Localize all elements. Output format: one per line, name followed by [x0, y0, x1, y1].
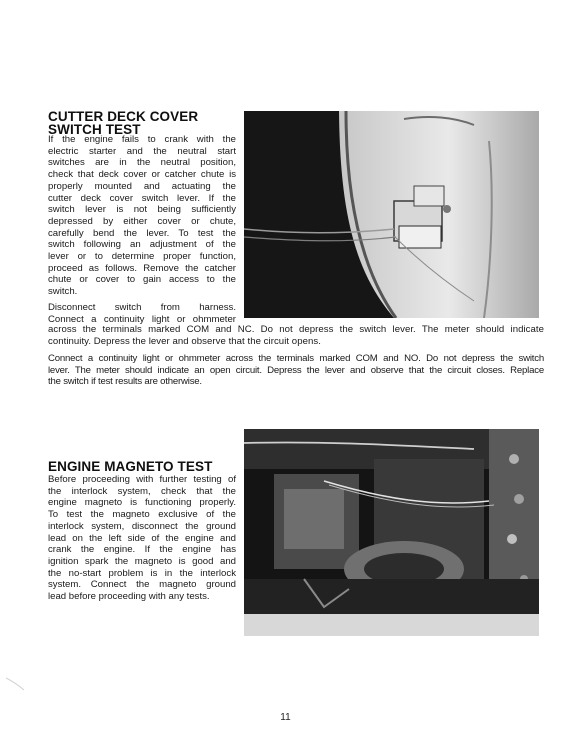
switch-photo: [244, 111, 539, 318]
text-line: properly mounted and actuating the: [48, 180, 236, 192]
text-line: electric starter and the neutral start: [48, 145, 236, 157]
text-line: the switch if test results are otherwise.: [48, 376, 202, 388]
text-line: lead on the left side of the engine and: [48, 532, 236, 544]
text-line: interlock system, disconnect the ground: [48, 520, 236, 532]
text-line: system. Connect the magneto ground: [48, 579, 236, 591]
heading-line: CUTTER DECK COVER: [48, 109, 199, 124]
text-line: Before proceeding with further testing of: [48, 474, 236, 485]
text-line: across the terminals marked COM and NC. Do not depress the switch lever. The meter should indicate: [48, 324, 544, 335]
text-line: carefully bend the lever. To test the: [48, 227, 236, 239]
section-heading-engine-magneto: ENGINE MAGNETO TEST: [48, 459, 213, 474]
text-line: switches are in the neutral position,: [48, 157, 236, 169]
text-line: Connect a continuity light or ohmmeter across the terminals marked COM and NO. Do not depress the switch: [48, 353, 544, 364]
text-line: the no-start problem is in the interlock: [48, 567, 236, 579]
text-line: crank the engine. If the engine has: [48, 544, 236, 556]
text-line: switch lever is not being sufficiently: [48, 204, 236, 216]
text-line: chute or cover to gain access to the: [48, 274, 236, 286]
engine-magneto-text: [48, 474, 236, 603]
text-line: cutter deck cover switch lever. If the: [48, 192, 236, 204]
text-line: switch following an adjustment of the: [48, 239, 236, 251]
text-line: switch.: [48, 286, 78, 298]
page-corner-mark: [6, 676, 26, 692]
text-line: proceed as follows. Remove the catcher: [48, 262, 236, 274]
text-line: If the engine fails to crank with the: [48, 134, 236, 145]
text-line: Connect a continuity light or ohmmeter: [48, 313, 236, 325]
cutter-deck-column-text: [48, 134, 236, 325]
text-line: continuity. Depress the lever and observe that the circuit opens.: [48, 335, 321, 347]
text-line: check that deck cover or catcher chute is: [48, 169, 236, 181]
heading-line: SWITCH TEST: [48, 122, 141, 137]
cutter-deck-paragraph-continued: [48, 324, 544, 347]
text-line: Disconnect switch from harness.: [48, 301, 236, 313]
text-line: the interlock system, check that the: [48, 485, 236, 497]
text-line: ignition spark the magneto is good and: [48, 555, 236, 567]
text-line: depressed by either cover or chute,: [48, 215, 236, 227]
cutter-deck-paragraph-no-terminal: [48, 353, 544, 388]
text-line: lever or to determine proper function,: [48, 251, 236, 263]
text-line: lever. The meter should indicate an open circuit. Depress the lever and observe that the circuit closes. Replace: [48, 364, 544, 376]
text-line: lead before proceeding with any tests.: [48, 591, 210, 603]
text-line: To test the magneto exclusive of the: [48, 509, 236, 521]
engine-photo: [244, 429, 539, 636]
section-heading-cutter-deck: [48, 110, 198, 136]
page-number: 11: [280, 712, 291, 723]
text-line: engine magneto is functioning properly.: [48, 497, 236, 509]
